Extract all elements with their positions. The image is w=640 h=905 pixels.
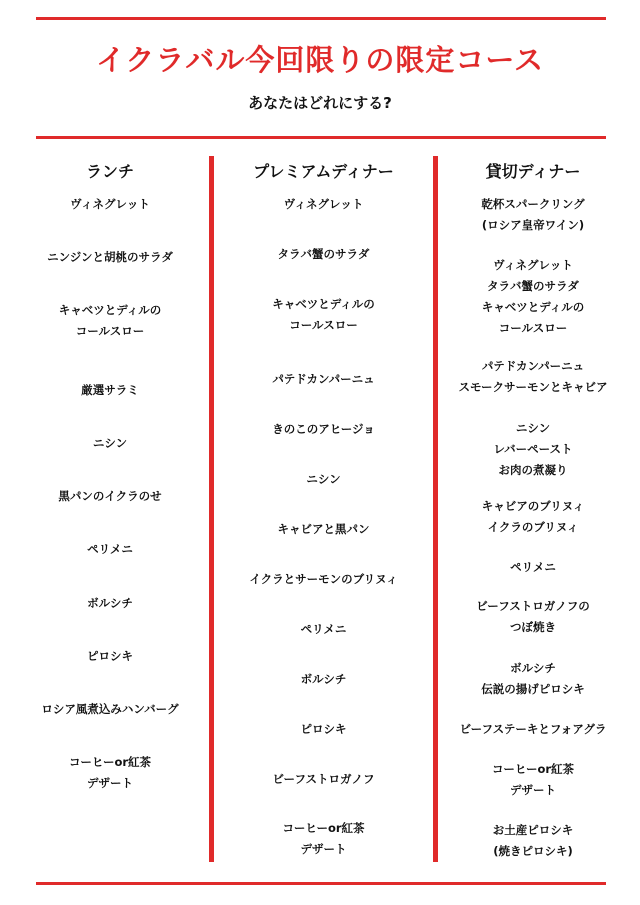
menu-item: デザート [510,783,556,797]
menu-item: コールスロー [498,321,568,335]
menu-item: キャベツとディルの [272,297,375,311]
menu-item: コーヒーor紅茶 [68,755,152,769]
menu-item: ロシア風煮込みハンバーグ [41,702,179,716]
menu-item: パテドカンパーニュ [481,359,585,373]
column-heading-premium-dinner: プレミアムディナー [253,162,394,181]
menu-item: ヴィネグレット [70,197,150,211]
menu-item: ビーフステーキとフォアグラ [459,722,607,736]
menu-item: お土産ピロシキ [492,823,574,837]
menu-item: コールスロー [289,318,358,332]
menu-item: お肉の煮凝り [498,463,568,477]
menu-item: タラバ蟹のサラダ [277,247,370,261]
menu-item: ボルシチ [510,661,556,675]
top-divider [36,17,606,20]
menu-item: ヴィネグレット [493,258,573,272]
menu-item: キャビアと黒パン [277,522,370,536]
menu-item: ビーフストロガノフ [272,772,375,786]
menu-item: ペリメニ [300,622,347,636]
column-heading-lunch: ランチ [85,162,134,181]
menu-item: ペリメニ [87,542,133,556]
menu-item: ニンジンと胡桃のサラダ [47,250,173,264]
page-title: イクラバル今回限りの限定コース [96,43,544,77]
menu-item: 伝説の揚げピロシキ [481,682,585,696]
menu-item: ニシン [306,472,341,486]
menu-item: コーヒーor紅茶 [282,821,365,835]
menu-item: 厳選サラミ [81,383,139,397]
menu-item: デザート [87,776,133,790]
menu-item: つぼ焼き [510,620,556,634]
menu-item: (焼きピロシキ) [493,844,573,858]
menu-item: 乾杯スパークリング [481,197,585,211]
header-divider [36,136,606,139]
menu-item: レバーペースト [493,442,573,456]
menu-item: パテドカンパーニュ [272,372,375,386]
menu-item: (ロシア皇帝ワイン) [481,218,585,232]
menu-item: ボルシチ [300,672,347,686]
menu-item: ボルシチ [87,596,133,610]
menu-item: タラバ蟹のサラダ [487,279,579,293]
menu-item: ニシン [515,421,551,435]
menu-item: ビーフストロガノフの [476,599,590,613]
menu-item: きのこのアヒージョ [272,422,375,436]
menu-item: ニシン [92,436,128,450]
bottom-divider [36,882,606,885]
menu-item: コールスロー [75,324,145,338]
menu-item: イクラとサーモンのブリヌィ [249,572,398,586]
menu-item: コーヒーor紅茶 [491,762,575,776]
menu-item: キャベツとディルの [481,300,585,314]
menu-item: スモークサーモンとキャビア [458,380,608,394]
menu-item: キャビアのブリヌィ [481,499,585,513]
menu-item: ヴィネグレット [283,197,364,211]
page-subtitle: あなたはどれにする? [248,94,392,112]
menu-item: ピロシキ [300,722,347,736]
menu-item: 黒パンのイクラのせ [58,489,162,503]
menu-item: キャベツとディルの [58,303,162,317]
column-heading-private-dinner: 貸切ディナー [485,162,581,181]
menu-item: ピロシキ [87,649,133,663]
menu-item: ペリメニ [510,560,556,574]
menu-item: デザート [300,842,347,856]
menu-item: イクラのブリヌィ [487,520,579,534]
